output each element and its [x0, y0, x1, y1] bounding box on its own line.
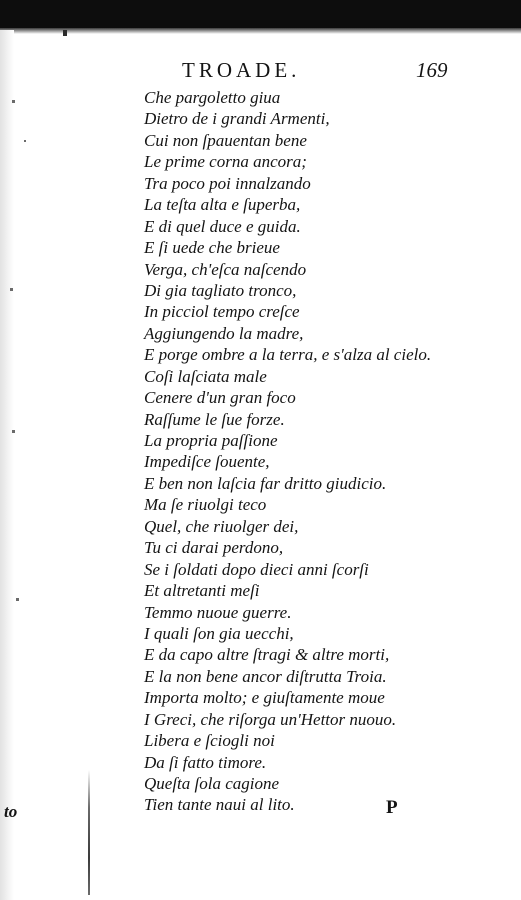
verse-line: Tu ci darai perdono, — [144, 538, 284, 558]
verse-line: E da capo altre ſtragi & altre morti, — [144, 645, 390, 665]
ink-speck — [12, 430, 15, 433]
verse-line: E di quel duce e guida. — [144, 216, 301, 236]
ink-speck — [10, 288, 13, 291]
verse-line: In picciol tempo creſce — [144, 302, 300, 322]
page-top-shadow — [0, 0, 521, 28]
ink-speck — [16, 598, 19, 601]
verse-block — [144, 87, 514, 816]
ink-speck — [63, 30, 67, 36]
page-top-edge — [0, 28, 521, 34]
verse-line: Coſi laſciata male — [144, 366, 267, 386]
ink-speck — [12, 100, 15, 103]
verse-line: E porge ombre a la terra, e s'alza al cielo. — [144, 345, 432, 365]
verse-line: Temmo nuoue guerre. — [144, 602, 292, 622]
verse-line: Et altretanti meſi — [144, 581, 260, 601]
catchword: P — [386, 797, 398, 818]
verse-line: Libera e ſciogli noi — [144, 731, 275, 751]
verse-line: Queſta ſola cagione — [144, 774, 280, 793]
verse-line: Cui non ſpauentan bene — [144, 130, 307, 150]
verse-line: Aggiungendo la madre, — [144, 323, 304, 343]
verse-line: Tra poco poi innalzando — [144, 173, 311, 193]
binding-gutter-line — [88, 770, 90, 895]
verse-line: Raſſume le ſue forze. — [144, 409, 285, 429]
verse-line: Dietro de i grandi Armenti, — [144, 109, 330, 129]
verse-line: I quali ſon gia uecchi, — [144, 623, 294, 643]
verse-line: La teſta alta e ſuperba, — [144, 195, 301, 215]
verse-line: Le prime corna ancora; — [144, 152, 307, 172]
verse-line: Da ſi fatto timore. — [144, 752, 267, 772]
margin-note: to — [4, 802, 18, 821]
verse-line: Ma ſe riuolgi teco — [144, 495, 267, 515]
running-title: TROADE. — [182, 58, 301, 82]
verse-line: Importa molto; e giuſtamente moue — [144, 688, 385, 708]
verse-line: Se i ſoldati dopo dieci anni ſcorſi — [144, 559, 369, 579]
ink-speck — [24, 140, 26, 142]
page-header — [0, 58, 521, 88]
verse-line: La propria paſſione — [144, 431, 278, 450]
verse-line: E ben non laſcia far dritto giudicio. — [144, 473, 387, 493]
verse-line: Verga, ch'eſca naſcendo — [144, 259, 307, 279]
verse-line: Quel, che riuolger dei, — [144, 516, 299, 536]
verse-line: I Greci, che riſorga un'Hettor nuouo. — [144, 709, 397, 729]
verse-line: Impediſce ſouente, — [144, 452, 270, 472]
page-fold-shadow — [0, 30, 14, 900]
verse-line: Che pargoletto giua — [144, 88, 281, 107]
verse-line: E la non bene ancor diſtrutta Troia. — [144, 666, 387, 686]
verse-line: Tien tante naui al lito. — [144, 795, 295, 815]
verse-line: Di gia tagliato tronco, — [144, 280, 297, 300]
page-number: 169 — [416, 58, 448, 82]
verse-line: Cenere d'un gran foco — [144, 388, 296, 408]
verse-line: E ſi uede che brieue — [144, 238, 280, 258]
